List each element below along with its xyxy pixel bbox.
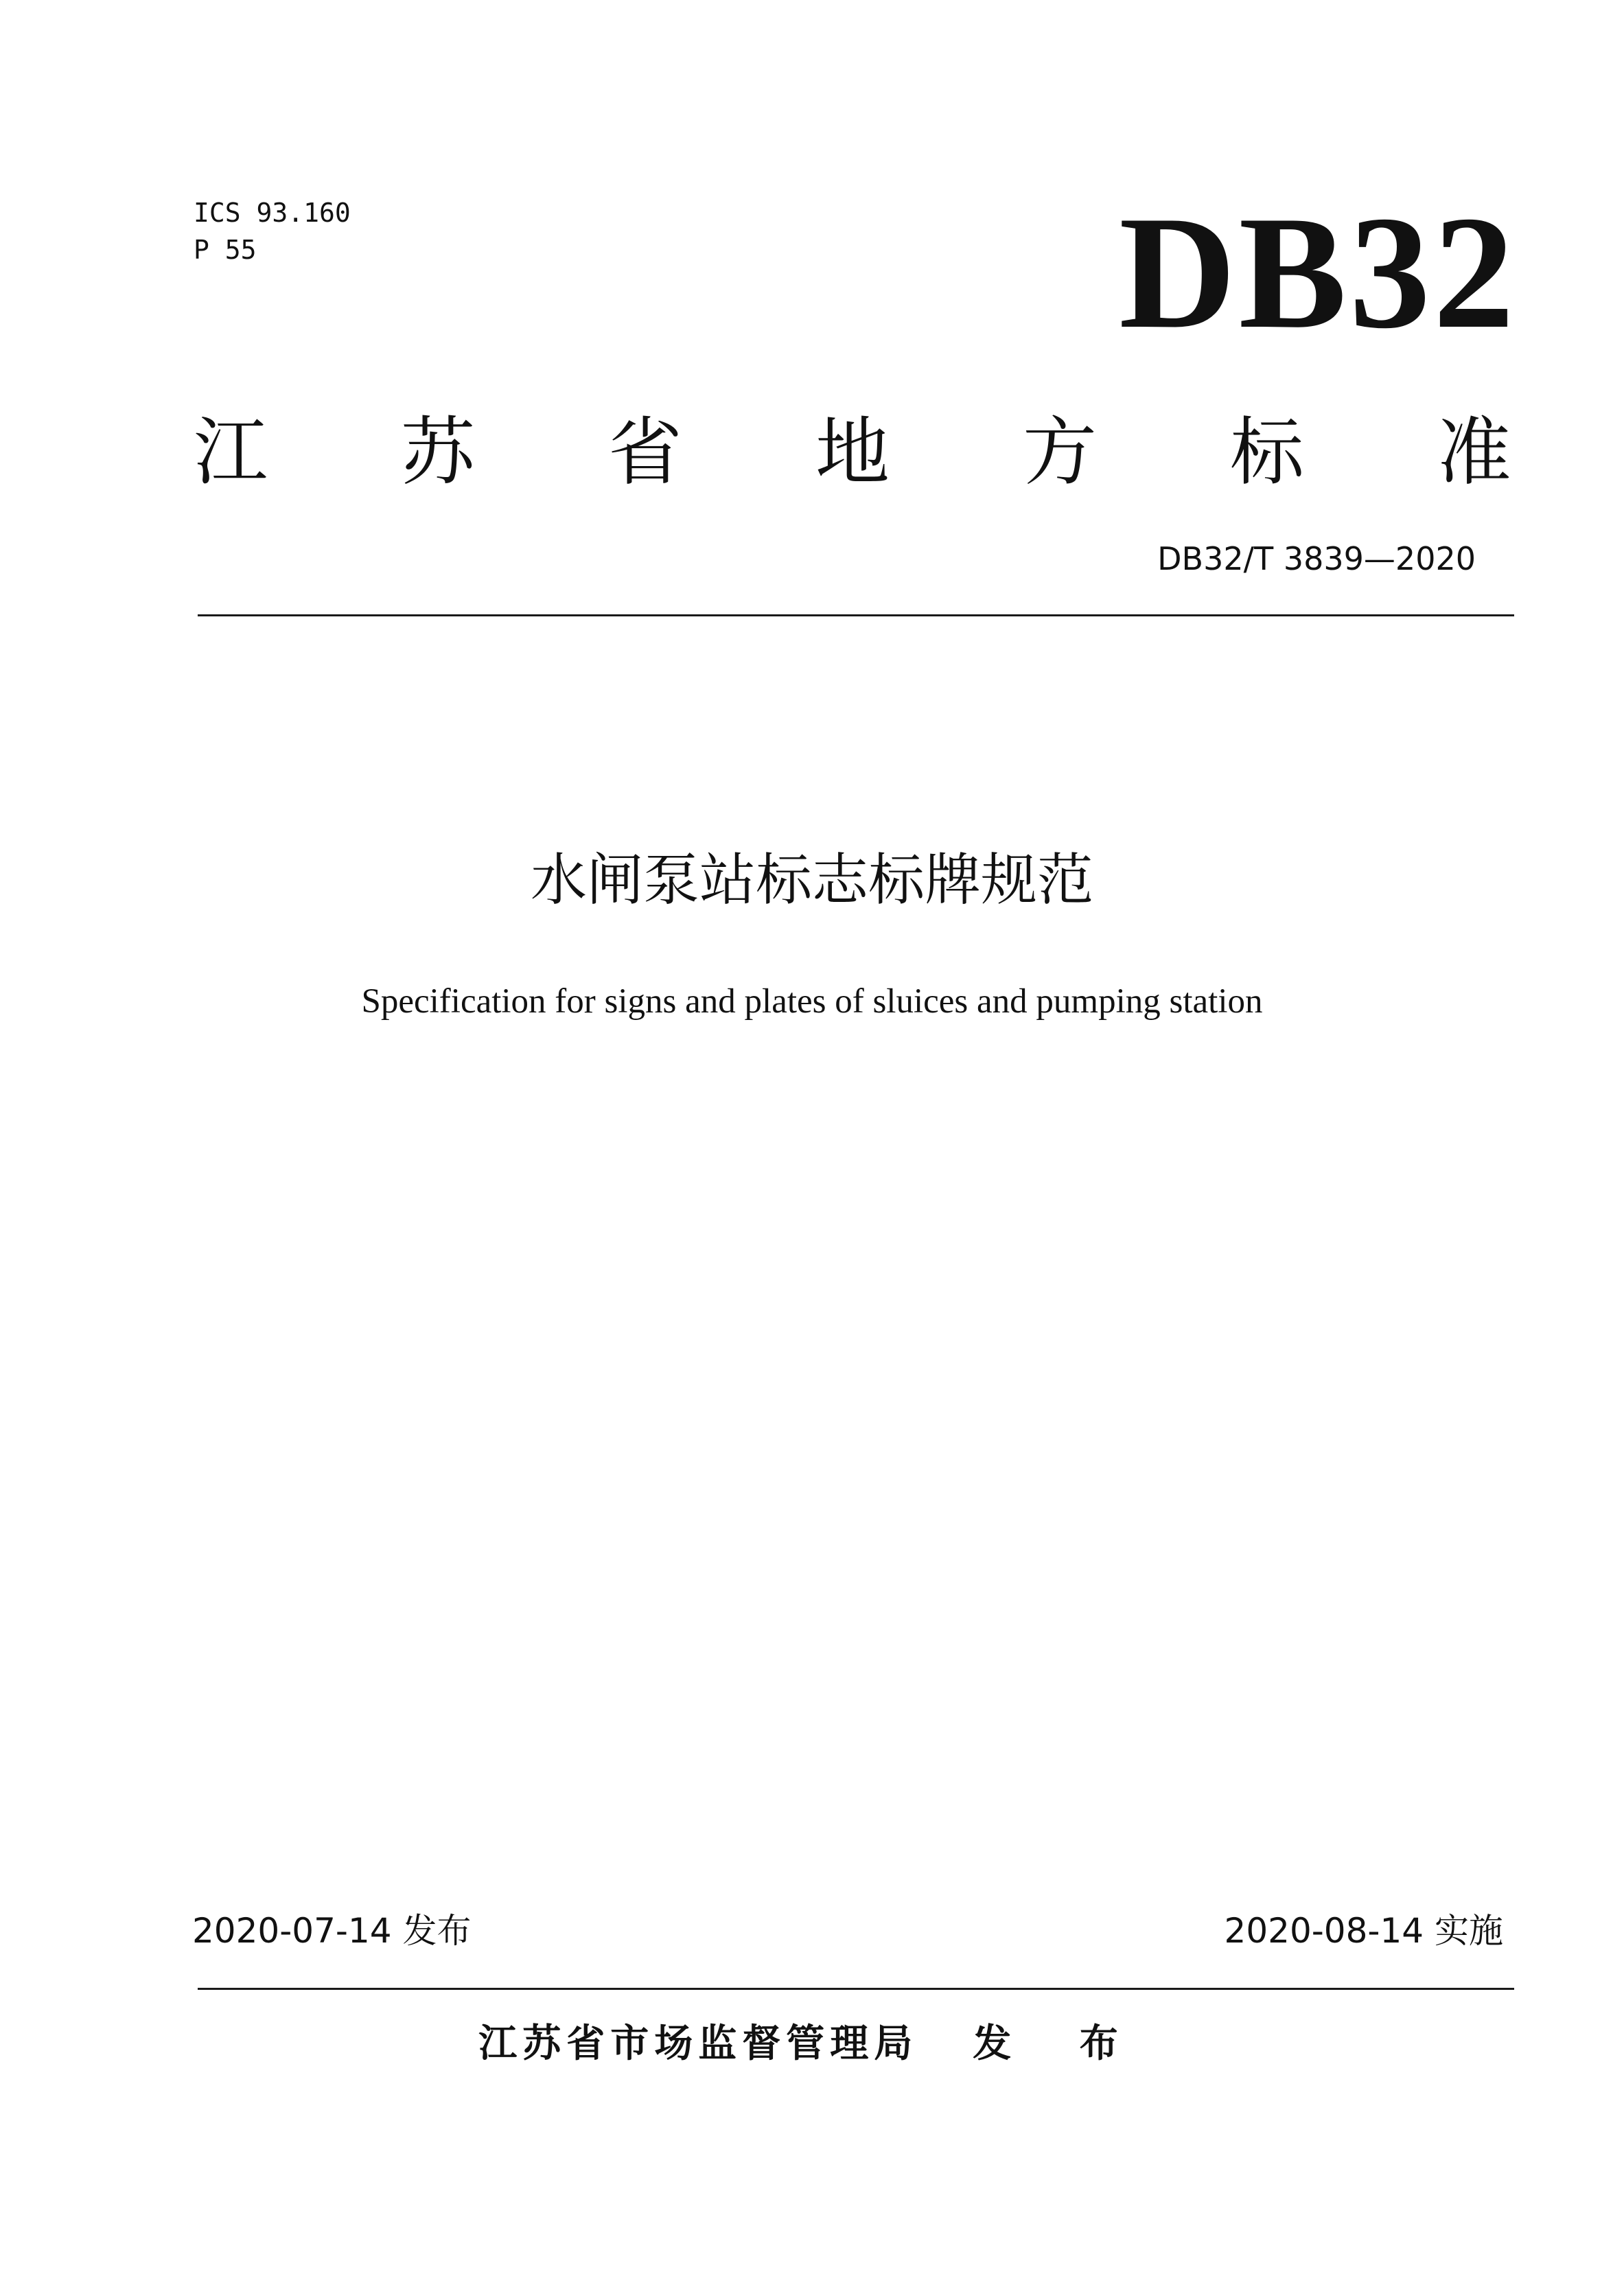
- standard-type-char: 江: [194, 410, 268, 496]
- publisher-action: 发 布: [973, 2021, 1146, 2066]
- ics-code: ICS 93.160: [194, 198, 351, 228]
- standard-type-char: 苏: [400, 410, 475, 496]
- document-title-en: Specification for signs and plates of sluices and pumping station: [361, 982, 1263, 1021]
- publisher-line: [0, 2017, 1624, 2072]
- publisher-name: 江苏省市场监督管理局: [478, 2021, 918, 2066]
- standard-type-char: 准: [1437, 410, 1511, 496]
- category-code: P 55: [194, 235, 257, 265]
- standard-number: DB32/T 3839—2020: [1157, 540, 1476, 577]
- bottom-divider: [198, 1988, 1514, 1990]
- db32-logo: DB32: [1119, 183, 1517, 362]
- top-divider: [198, 614, 1514, 616]
- implementation-date: 2020-08-14 实施: [1224, 1911, 1503, 1951]
- document-title-zh: 水闸泵站标志标牌规范: [530, 848, 1093, 913]
- standard-type-char: 地: [815, 410, 890, 496]
- standard-type-char: 省: [607, 410, 682, 496]
- classification-codes: [194, 194, 351, 268]
- standard-type-char: 标: [1229, 410, 1304, 496]
- standard-type-char: 方: [1022, 410, 1097, 496]
- issue-date: 2020-07-14 发布: [192, 1911, 472, 1951]
- standard-type-heading: [194, 405, 1511, 501]
